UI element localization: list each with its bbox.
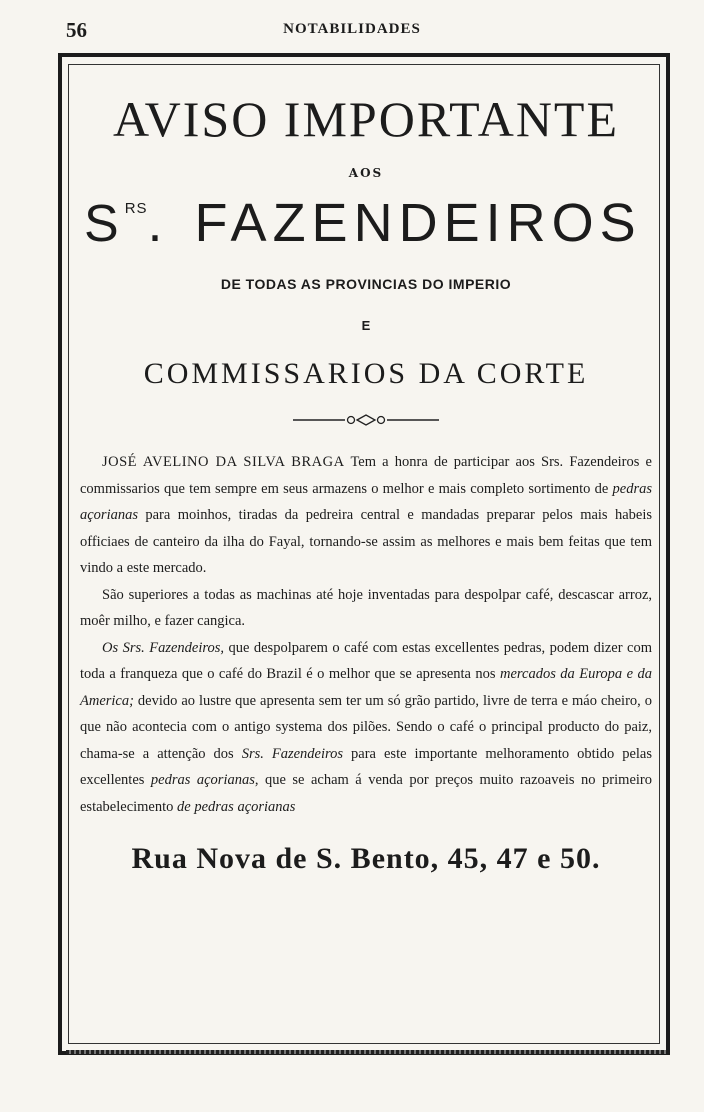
running-head: NOTABILIDADES xyxy=(283,21,421,37)
p1-italic: pedras açorianas xyxy=(80,480,652,523)
p3-text-a: que despolparem o café com estas excellentes pedras, podem dizer com toda a franqueza que o café do Brazil é o melhor que se apresenta nos xyxy=(80,639,652,682)
provinces-line: DE TODAS AS PROVINCIAS DO IMPERIO xyxy=(220,276,512,292)
ad-title: AVISO IMPORTANTE xyxy=(112,91,620,147)
srs-abbrev-rs: RS xyxy=(124,200,148,217)
aos-label: AOS xyxy=(348,166,384,180)
conjunction: E xyxy=(361,318,371,333)
srs-abbrev-dot: . xyxy=(147,193,169,253)
page-header xyxy=(0,18,704,44)
p3-italic-e: de pedras açorianas xyxy=(177,798,296,815)
fazendeiros-word: FAZENDEIROS xyxy=(194,193,642,253)
srs-abbrev-s: S xyxy=(84,195,125,253)
ad-body xyxy=(80,449,652,820)
paragraph-3 xyxy=(80,635,652,821)
merchant-name: JOSÉ AVELINO DA SILVA BRAGA xyxy=(102,454,345,470)
page-number: 56 xyxy=(66,18,87,42)
p3-italic-d: pedras açorianas xyxy=(150,772,255,788)
ornament-divider-icon xyxy=(291,413,441,427)
fazendeiros-heading xyxy=(80,193,652,253)
p3-italic-c: Srs. Fazendeiros xyxy=(241,745,344,762)
address-line: Rua Nova de S. Bento, 45, 47 e 50. xyxy=(131,842,601,875)
commissarios-heading: COMMISSARIOS DA CORTE xyxy=(143,357,589,390)
p3-text-c: para este importante melhoramento obtido pelas excellentes xyxy=(80,745,653,788)
p3-text-b: devido ao lustre que apresenta sem ter um só grão partido, livre de terra e máo cheiro, o que não acontecia com o antigo systema dos pilões. Sendo o café o principal producto do paiz, chama-se a attenção dos xyxy=(80,692,652,762)
p3-italic-a: Os Srs. Fazendeiros, xyxy=(102,639,224,656)
paragraph-2: São superiores a todas as machinas até hoje inventadas para despolpar café, descascar arroz, moêr milho, e fazer cangica. xyxy=(80,586,652,629)
paragraph-1 xyxy=(80,449,652,582)
p3-text-d: , que se acham á venda por preços muito razoaveis no primeiro estabelecimento xyxy=(80,772,652,815)
bottom-rule xyxy=(66,1050,666,1054)
p1-text-a: Tem a honra de participar aos Srs. Fazendeiros e commissarios que tem sempre em seus armazens o melhor e mais completo sortimento de xyxy=(80,454,652,497)
p3-italic-b: mercados da Europa e da America; xyxy=(80,666,652,709)
advertisement xyxy=(80,80,652,876)
p1-text-b: para moinhos, tiradas da pedreira central e mandadas preparar pelos mais habeis officiaes de canteiro da ilha do Fayal, tornando-se assim as melhores e mais bem feitas que tem vindo a este mercado. xyxy=(80,507,652,576)
